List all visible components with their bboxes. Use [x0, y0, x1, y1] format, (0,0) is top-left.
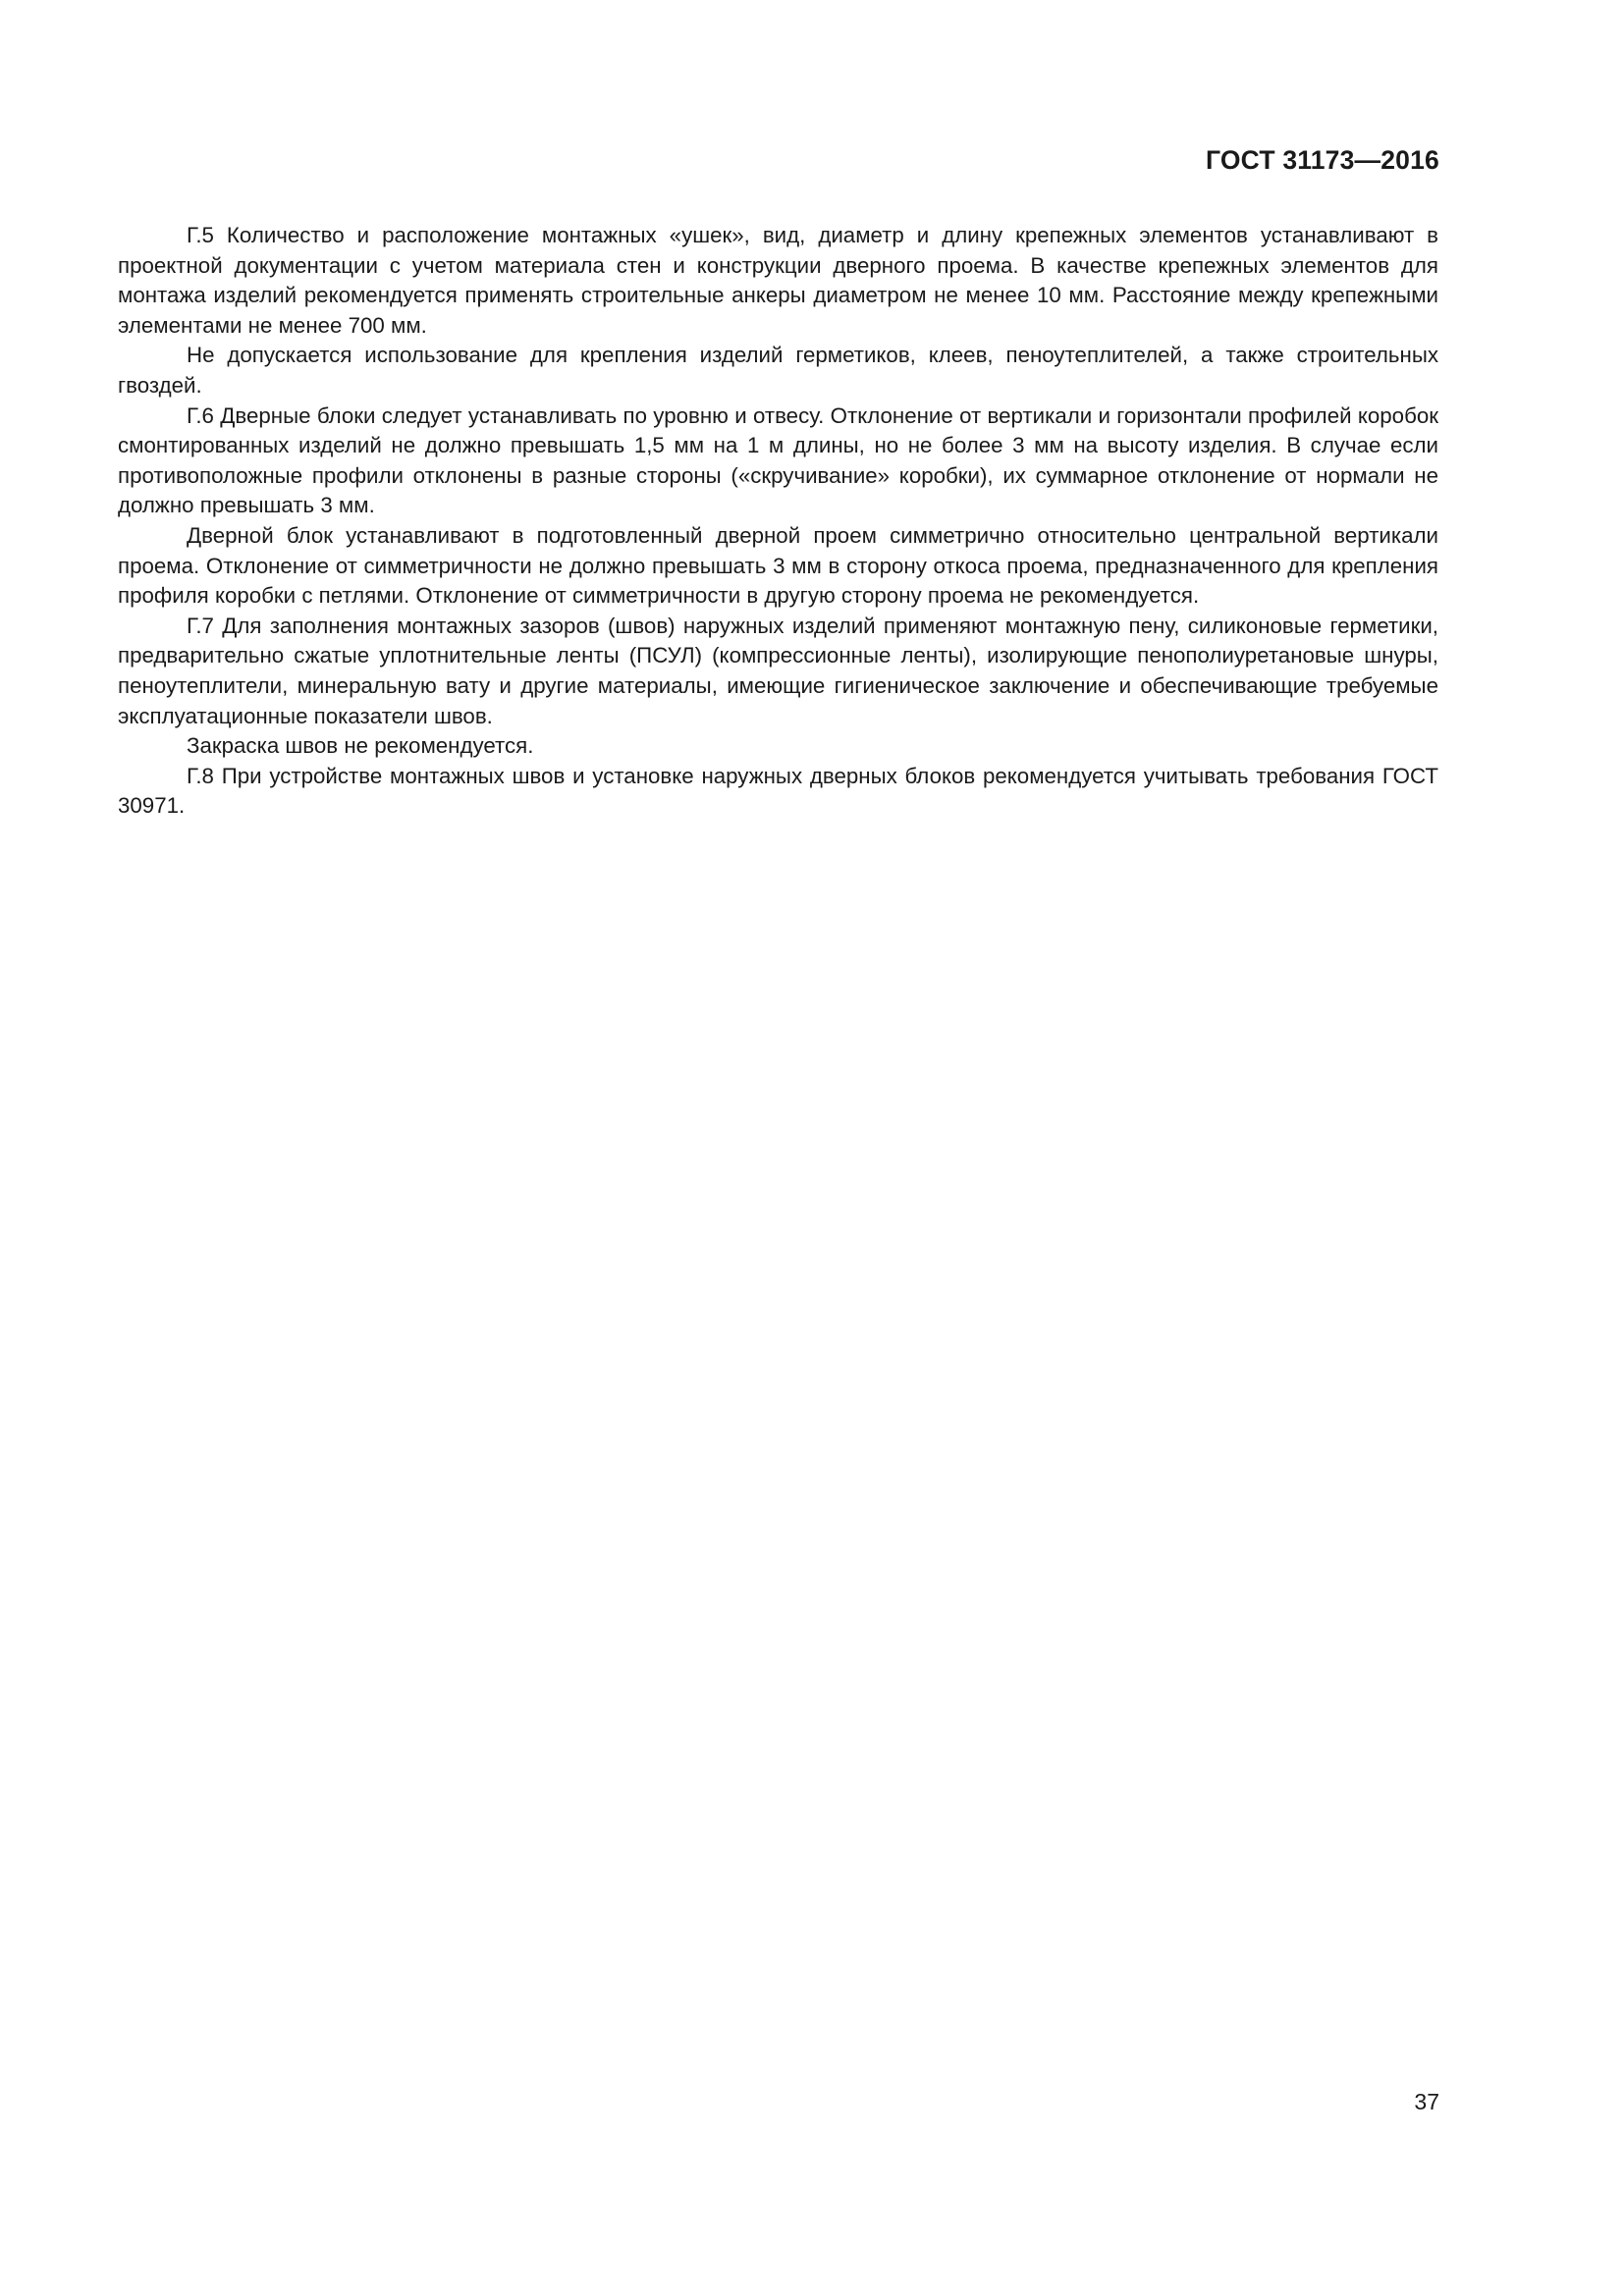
- document-body: [118, 221, 1438, 822]
- paragraph-g5-fasteners: Не допускается использование для крепления изделий герметиков, клеев, пеноутеплителей, а также строительных гвоздей.: [118, 343, 1438, 398]
- paragraph-g8: Г.8 При устройстве монтажных швов и установке наружных дверных блоков рекомендуется учитывать требования ГОСТ 30971.: [118, 763, 1438, 819]
- paragraph-g5: Г.5 Количество и расположение монтажных «ушек», вид, диаметр и длину крепежных элементов устанавливают в проектной документации с учетом материала стен и конструкции дверного проема. В качестве крепежных элементов для монтажа изделий рекомендуется применять строительные анкеры диаметром не менее 10 мм. Расстояние между крепежными элементами не менее 700 мм.: [118, 223, 1438, 338]
- paragraph-g7-painting: Закраска швов не рекомендуется.: [187, 733, 534, 759]
- paragraph-g6-symmetry: Дверной блок устанавливают в подготовленный дверной проем симметрично относительно центральной вертикали проема. Отклонение от симметричности не должно превышать 3 мм в сторону откоса проема, предназначенного для крепления профиля коробки с петлями. Отклонение от симметричности в другую сторону проема не рекомендуется.: [118, 522, 1438, 609]
- document-code-header: ГОСТ 31173—2016: [1206, 145, 1439, 175]
- page-number: 37: [1414, 2089, 1439, 2114]
- paragraph-g6: Г.6 Дверные блоки следует устанавливать по уровню и отвесу. Отклонение от вертикали и горизонтали профилей коробок смонтированных изделий не должно превышать 1,5 мм на 1 м длины, но не более 3 мм на высоту изделия. В случае если противоположные профили отклонены в разные стороны («скручивание» коробки), их суммарное отклонение от нормали не должно превышать 3 мм.: [118, 402, 1438, 518]
- paragraph-g7: Г.7 Для заполнения монтажных зазоров (швов) наружных изделий применяют монтажную пену, силиконовые герметики, предварительно сжатые уплотнительные ленты (ПСУЛ) (компрессионные ленты), изолирующие пенополиуретановые шнуры, пеноутеплители, минеральную вату и другие материалы, имеющие гигиеническое заключение и обеспечивающие требуемые эксплуатационные показатели швов.: [118, 613, 1438, 728]
